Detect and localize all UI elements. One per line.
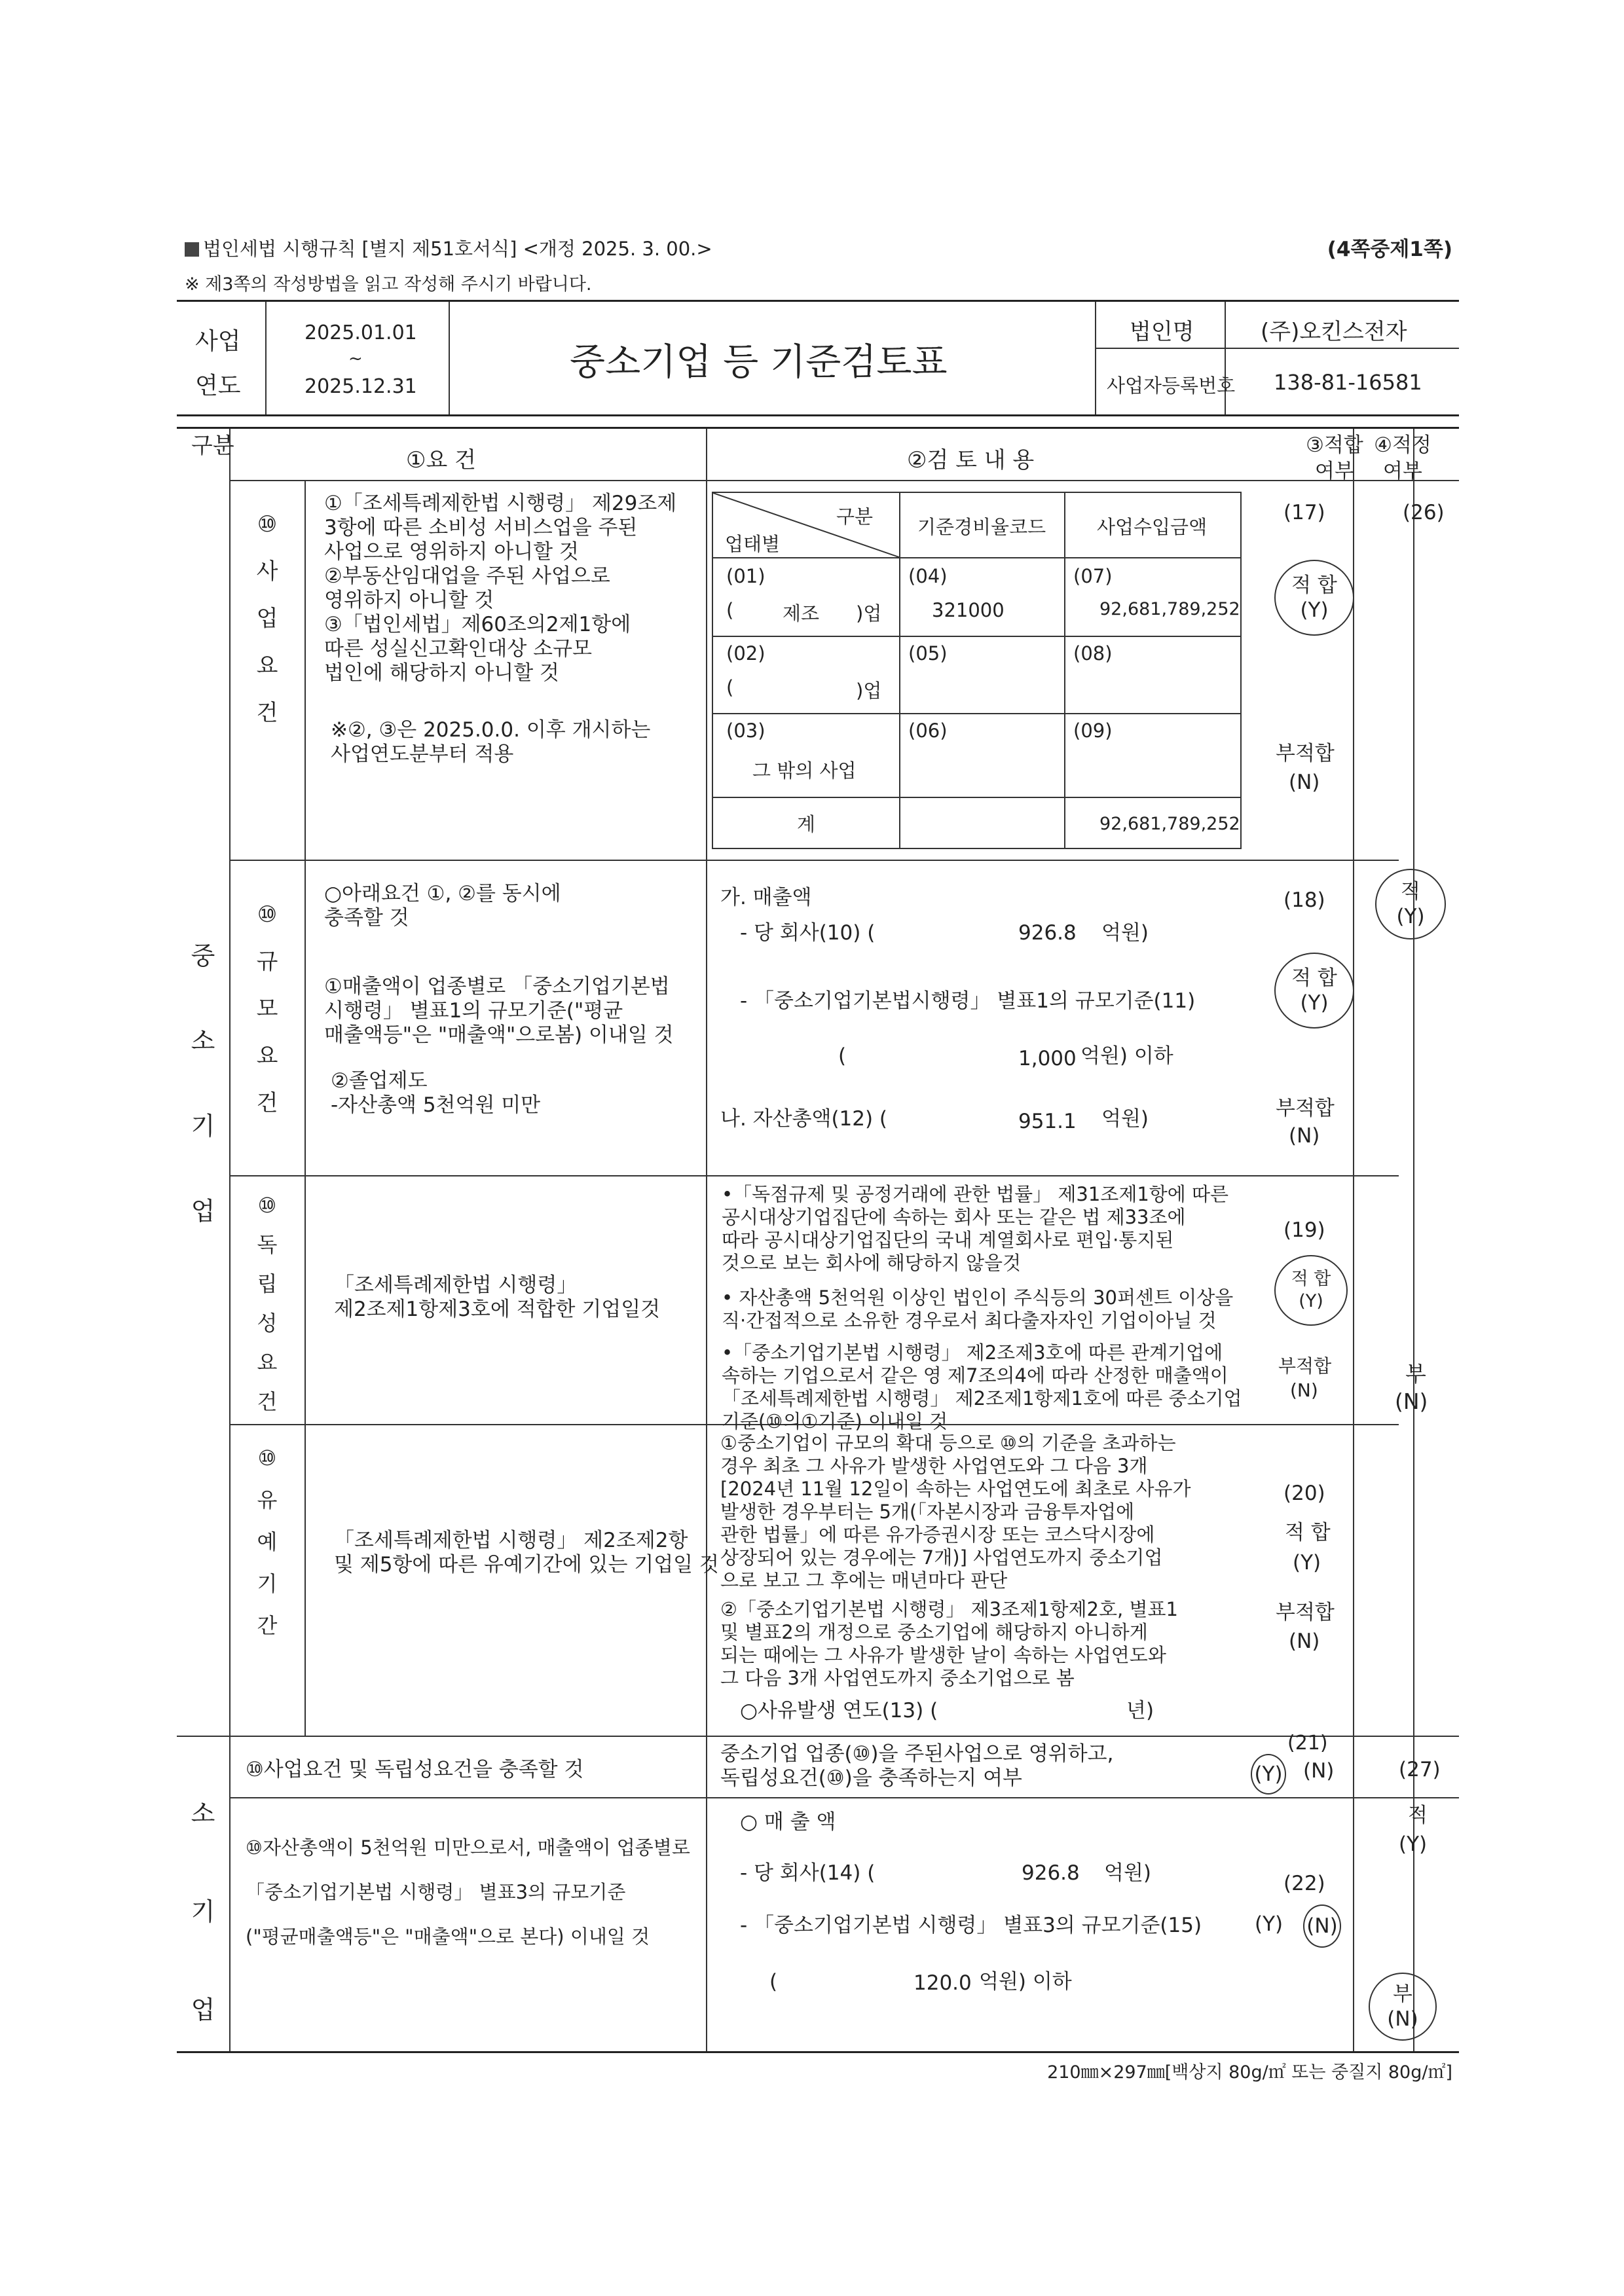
sme-label: 중소기업 [191,941,215,1226]
sec106-revenue-label: ○ 매 출 액 [740,1810,836,1834]
sec102-req2: ②졸업제도 -자산총액 5천억원 미만 [331,1069,541,1117]
sec102-fit-no: (18) [1283,888,1325,912]
form-reference: 법인세법 시행규칙 [별지 제51호서식] <개정 2025. 3. 00.> [185,234,712,261]
sec106-r3-value: 120.0 [913,1971,972,1995]
sec104-para-2: ②「중소기업기본법 시행령」 제3조제1항제2호, 별표1 및 별표2의 개정으로 중소기업에 해당하지 아니하게 되는 때에는 그 사유가 발생한 날이 속하는 사업연도와 그 다음 3개 사업연도까지 중소기업으로 봄 [720,1598,1178,1689]
sme-decision-yes-circled: 적 (Y) [1375,869,1446,939]
sec106-fit-n-circled: (N) [1303,1904,1341,1948]
sec105-text: ⑩사업요건 및 독립성요건을 충족할 것 [246,1758,584,1781]
instruction: ※ 제3쪽의 작성방법을 읽고 작성해 주시기 바랍니다. [185,274,592,295]
col-requirement: ①요 건 [406,447,476,473]
sec102-b-label: 나. 자산총액(12) ( [720,1107,888,1131]
col-gubun: 구분 [191,433,234,459]
sec106-r3-paren: ( [769,1970,778,1994]
total-value: 92,681,789,252 [1099,814,1240,834]
small-decision-yes: 적 [1408,1804,1428,1827]
sec101-label: ⑩사업요건 [256,511,278,726]
row1-code-value: 321000 [932,599,1005,621]
sec101-text: ①「조세특례제한법 시행령」 제29조제 3항에 따른 소비성 서비스업을 주된 사업으로 영위하지 아니할 것 ②부동산임대업을 주된 사업으로 영위하지 아니할 것 ③「법인세법」제60조의2제1항에 따른 성실신고확인대상 소규모 법인에 해당하지 아니할 것 [324,492,677,685]
sec105-fit-n: (N) [1303,1759,1335,1783]
col-fit: ③적합 여부 [1306,433,1363,483]
row2-revenue-no: (08) [1073,642,1113,665]
corp-name-label: 법인명 [1130,319,1194,345]
sec103-bullet-3: •「중소기업기본법 시행령」 제2조제3호에 따른 관계기업에 속하는 기업으로서 같은 영 제7조의4에 따라 산정한 매출액이 「조세특례제한법 시행령」 제2조제1항제1호에 따른 중소기업 기준(⑩의①기준) 이내일 것 [722,1341,1242,1432]
review-form [177,427,1459,2053]
table-header-type: 업태별 [725,533,781,555]
sec106-fit-no: (22) [1283,1872,1325,1895]
sec102-a1-label: - 당 회사(10) ( [740,921,876,945]
sec102-fit-no-label: 부적합 [1276,1097,1335,1120]
sec106-r3-unit: 억원) 이하 [979,1970,1072,1994]
page-info: (4쪽중제1쪽) [1327,238,1452,261]
year-label-2: 연도 [195,373,241,399]
row3-type: 그 밖의 사업 [752,759,857,782]
sec105-fit-no: (21) [1287,1732,1328,1755]
col-decision: ④적정 여부 [1374,433,1431,483]
sec105-decision-no: (27) [1399,1758,1441,1781]
revenue-table [712,492,1242,849]
sec102-fit-yes-circled: 적 합 (Y) [1274,953,1354,1029]
small-decision-no-circled: 부 (N) [1369,1973,1437,2041]
col-review: ②검 토 내 용 [907,447,1035,473]
row1-suffix: )업 [856,602,882,625]
sec103-text: 「조세특례제한법 시행령」 제2조제1항제3호에 적합한 기업일것 [334,1273,661,1321]
paper-spec: 210㎜×297㎜[백상지 80g/㎡ 또는 중질지 80g/㎡] [1047,2062,1452,2083]
sec102-a1-unit: 억원) [1101,921,1149,945]
biz-no-label: 사업자등록번호 [1107,374,1236,397]
row1-revenue-no: (07) [1073,565,1113,587]
row2-code-no: (02) [726,642,766,665]
sec103-label: ⑩독립성요건 [257,1193,278,1414]
row2-code-col-no: (05) [908,642,948,665]
sec106-fit-y: (Y) [1255,1912,1283,1936]
sec106-r2-label: - 「중소기업기본법 시행령」 별표3의 규모기준(15) [740,1914,1202,1937]
sec105-fit-y-circled: (Y) [1251,1754,1286,1795]
header-block [177,300,1459,416]
sec106-r1-label: - 당 회사(14) ( [740,1861,876,1885]
row2-paren: ( [726,676,734,699]
biz-no: 138-81-16581 [1274,370,1422,395]
sec102-a-label: 가. 매출액 [720,886,812,909]
total-label: 계 [797,813,816,835]
sec104-fit-no-code: (N) [1289,1630,1320,1653]
form-title: 중소기업 등 기준검토표 [570,341,948,384]
sec103-fit-no-label: 부적합 [1278,1355,1332,1377]
sec101-fit-no: (17) [1283,501,1325,524]
date-tilde: ~ [348,349,363,369]
sme-decision-no-label: 부 [1405,1361,1426,1387]
square-bullet-icon [185,242,199,257]
sec103-bullet-2: • 자산총액 5천억원 이상인 법인이 주식등의 30퍼센트 이상을 직·간접적으로 소유한 경우로서 최다출자자인 기업이아닐 것 [722,1286,1234,1332]
sec104-fit-yes: 적 합 [1285,1521,1331,1544]
year-label-1: 사업 [195,328,241,355]
sec101-fit-no-code: (N) [1289,771,1320,794]
sec104-fit-no-label: 부적합 [1276,1601,1335,1624]
table-header-revenue: 사업수입금액 [1097,516,1208,538]
sec102-b-value: 951.1 [1018,1110,1077,1133]
row3-code-no: (03) [726,720,766,742]
small-decision-yes-code: (Y) [1399,1832,1428,1856]
row1-type: 제조 [783,602,820,625]
sec101-decision-no: (26) [1403,501,1445,524]
sec106-r1-unit: 억원) [1104,1861,1151,1885]
sec101-note: ※②, ③은 2025.0.0. 이후 개시하는 사업연도분부터 적용 [331,718,651,766]
row3-revenue-no: (09) [1073,720,1113,742]
row1-code-no: (01) [726,565,766,587]
sec102-a2-unit: 억원) 이하 [1080,1044,1173,1068]
sec102-a2-value: 1,000 [1018,1047,1077,1070]
sec102-fit-no-code: (N) [1289,1124,1320,1148]
table-header-gubun: 구분 [836,505,874,528]
sec106-text: ⑩자산총액이 5천억원 미만으로서, 매출액이 업종별로 「중소기업기본법 시행령」 별표3의 규모기준 ("평균매출액등"은 "매출액"으로 본다) 이내일 것 [246,1836,690,1948]
sec101-fit-no-label: 부적합 [1276,742,1335,765]
sec104-text: 「조세특례제한법 시행령」 제2조제2항 및 제5항에 따른 유예기간에 있는 기업일 것 [334,1529,719,1576]
row1-paren: ( [726,599,734,621]
row1-revenue-value: 92,681,789,252 [1099,599,1240,619]
sec102-label: ⑩규모요건 [256,902,278,1116]
sme-decision-no-code: (N) [1395,1389,1428,1414]
sec103-bullet-1: •「독점규제 및 공정거래에 관한 법률」 제31조제1항에 따른 공시대상기업집단에 속하는 회사 또는 같은 법 제33조에 따라 공시대상기업집단의 국내 계열회사로 편입·통지된 것으로 보는 회사에 해당하지 않을것 [722,1183,1229,1274]
corp-name: (주)오킨스전자 [1261,319,1407,345]
row2-suffix: )업 [856,680,882,702]
sec102-intro: ○아래요건 ①, ②를 동시에 충족할 것 [324,882,561,930]
end-date: 2025.12.31 [304,375,417,398]
sec105-review: 중소기업 업종(⑩)을 주된사업으로 영위하고, 독립성요건(⑩)을 충족하는지 여부 [720,1742,1114,1790]
small-business-label: 소기업 [191,1799,215,2024]
table-header-code: 기준경비율코드 [917,516,1046,538]
sec104-para-1: ①중소기업이 규모의 확대 등으로 ⑩의 기준을 초과하는 경우 최초 그 사유가 발생한 사업연도와 그 다음 3개 [2024년 11월 12일이 속하는 사업연도에 최초로 사유가 발생한 경우부터는 5개(「자본시장과 금융투자업에 관한 법률」에 따른 유가증권시장 또는 코스닥시장에 상장되어 있는 경우에는 7개)] 사업연도까지 중소기업 으로 보고 그 후에는 매년마다 판단 [720,1432,1191,1592]
sec102-a1-value: 926.8 [1018,921,1077,945]
row1-code-col-no: (04) [908,565,948,587]
sec104-label: ⑩유예기간 [257,1446,278,1638]
sec104-fit-no: (20) [1283,1482,1325,1505]
sec102-a2-label: - 「중소기업기본법시행령」 별표1의 규모기준(11) [740,989,1196,1013]
start-date: 2025.01.01 [304,321,417,344]
sec104-year-label: ○사유발생 연도(13) ( [740,1699,938,1722]
sec102-a2-paren: ( [838,1044,847,1068]
sec103-fit-no-code: (N) [1290,1379,1318,1401]
row3-code-col-no: (06) [908,720,948,742]
sec103-fit-yes-circled: 적 합 (Y) [1274,1255,1348,1326]
sec102-req1: ①매출액이 업종별로 「중소기업기본법 시행령」 별표1의 규모기준("평균 매출액등"은 "매출액"으로봄) 이내일 것 [324,975,674,1047]
sec102-b-unit: 억원) [1101,1107,1149,1131]
sec106-r1-value: 926.8 [1022,1861,1080,1885]
sec104-year-unit: 년) [1126,1699,1154,1722]
sec103-fit-no: (19) [1283,1218,1325,1242]
sec104-fit-yes-code: (Y) [1293,1551,1321,1575]
sec101-fit-yes-circled: 적 합 (Y) [1274,560,1354,636]
